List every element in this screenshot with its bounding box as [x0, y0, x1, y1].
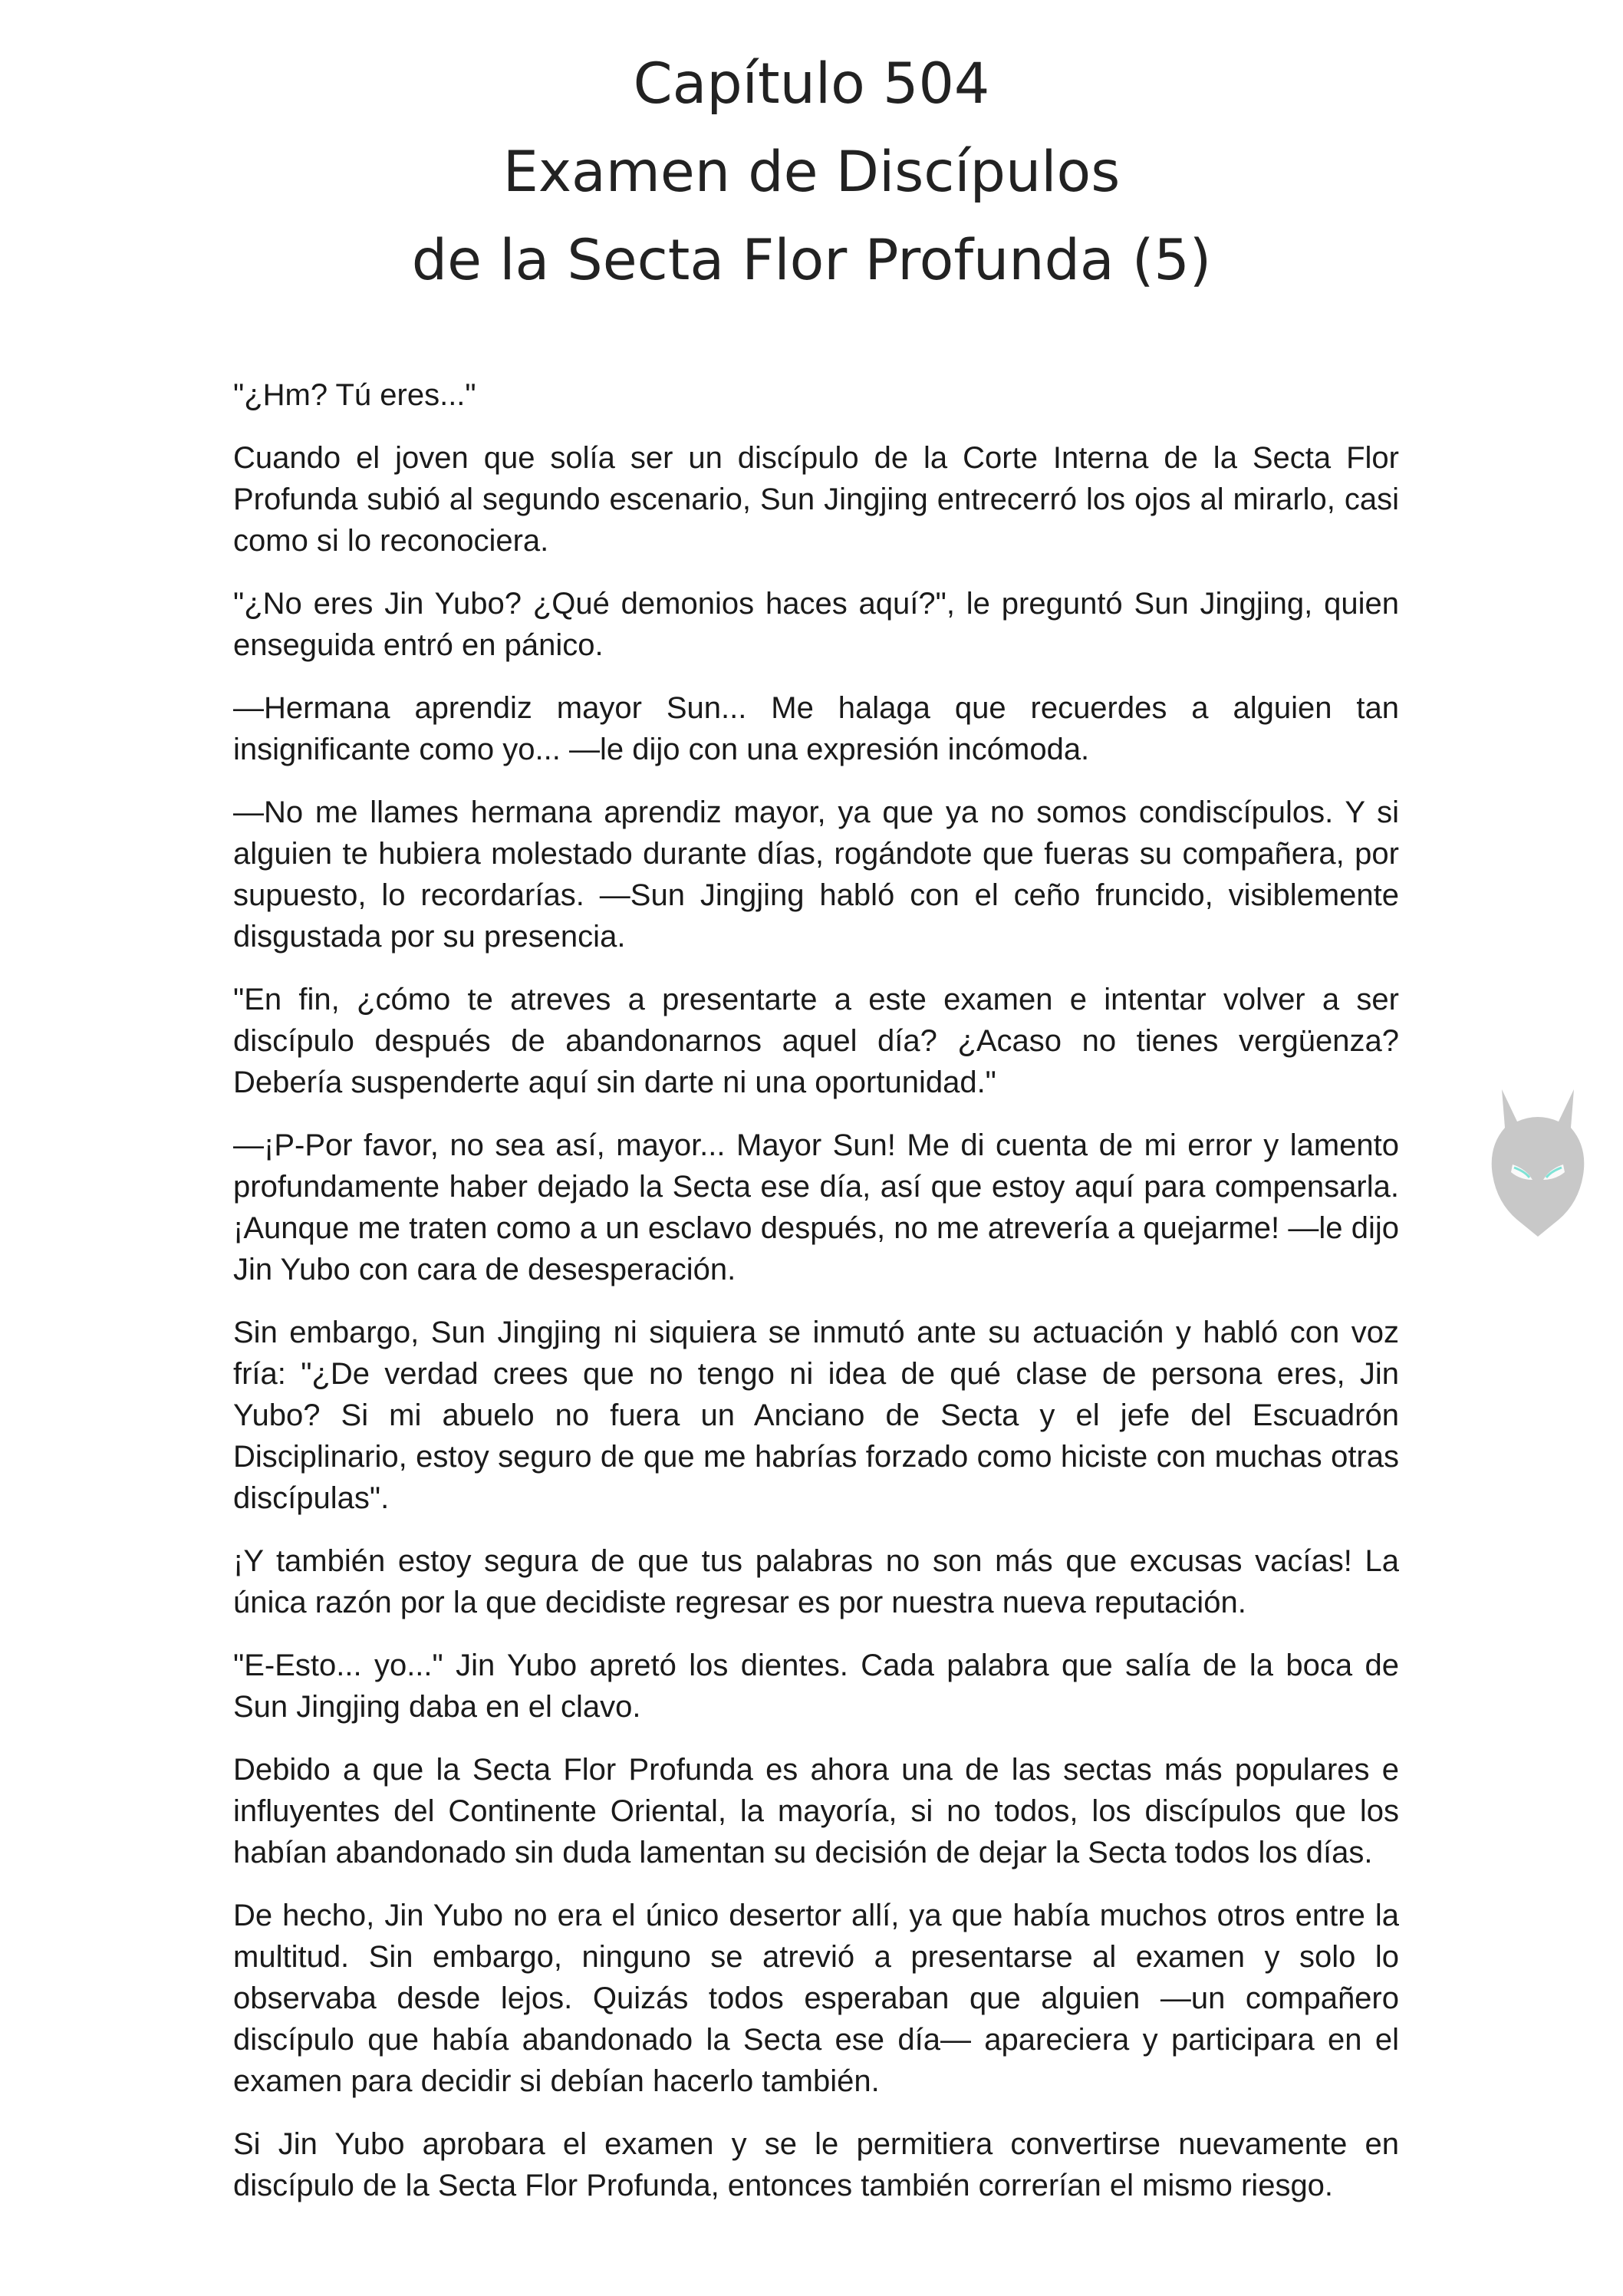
demon-head-icon: [1473, 1074, 1603, 1243]
paragraph: —¡P-Por favor, no sea así, mayor... Mayor Sun! Me di cuenta de mi error y lamento profundamente haber dejado la Secta ese día, así que estoy aquí para compensarla. ¡Aunque me traten como a un esclavo después, no me atrevería a quejarme! —le dijo Jin Yubo con cara de desesperación.: [233, 1128, 1399, 1286]
paragraph: —No me llames hermana aprendiz mayor, ya que ya no somos condiscípulos. Y si alguien te hubiera molestado durante días, rogándote que fueras su compañera, por supuesto, lo recordarías. —Sun Jingjing habló con el ceño fruncido, visiblemente disgustada por su presencia.: [233, 796, 1399, 954]
paragraph: Cuando el joven que solía ser un discípulo de la Corte Interna de la Secta Flor Profunda subió al segundo escenario, Sun Jingjing entrecerró los ojos al mirarlo, casi como si lo reconociera.: [233, 441, 1399, 558]
paragraph: "E-Esto... yo..." Jin Yubo apretó los dientes. Cada palabra que salía de la boca de Sun Jingjing daba en el clavo.: [233, 1649, 1399, 1724]
chapter-title-line-1: Examen de Discípulos: [502, 140, 1121, 205]
paragraph: De hecho, Jin Yubo no era el único desertor allí, ya que había muchos otros entre la multitud. Sin embargo, ninguno se atrevió a presentarse al examen y solo lo observaba desde lejos. Quizás todos esperaban que alguien —un compañero discípulo que había abandonado la Secta ese día— apareciera y participara en el examen para decidir si debían hacerlo también.: [233, 1899, 1399, 2098]
chapter-body: [233, 374, 1399, 2228]
paragraph: Sin embargo, Sun Jingjing ni siquiera se inmutó ante su actuación y habló con voz fría: "¿De verdad crees que no tengo ni idea de qué clase de persona eres, Jin Yubo? Si mi abuelo no fuera un Anciano de Secta y el jefe del Escuadrón Disciplinario, estoy seguro de que me habrías forzado como hiciste con muchas otras discípulas".: [233, 1316, 1399, 1515]
paragraph: "En fin, ¿cómo te atreves a presentarte a este examen e intentar volver a ser discípulo después de abandonarnos aquel día? ¿Acaso no tienes vergüenza? Debería suspenderte aquí sin darte ni una oportunidad.": [233, 983, 1399, 1099]
chapter-title: [0, 40, 1623, 305]
demon-head-watermark: [1473, 1074, 1603, 1243]
paragraph: —Hermana aprendiz mayor Sun... Me halaga que recuerdes a alguien tan insignificante como yo... —le dijo con una expresión incómoda.: [233, 691, 1399, 766]
paragraph: Debido a que la Secta Flor Profunda es ahora una de las sectas más populares e influyentes del Continente Oriental, la mayoría, si no todos, los discípulos que los habían abandonado sin duda lamentan su decisión de dejar la Secta todos los días.: [233, 1753, 1399, 1869]
chapter-title-line-2: de la Secta Flor Profunda (5): [411, 228, 1212, 293]
paragraph: "¿Hm? Tú eres...": [233, 378, 476, 412]
paragraph: Si Jin Yubo aprobara el examen y se le permitiera convertirse nuevamente en discípulo de la Secta Flor Profunda, entonces también correrían el mismo riesgo.: [233, 2127, 1399, 2202]
paragraph: "¿No eres Jin Yubo? ¿Qué demonios haces aquí?", le preguntó Sun Jingjing, quien enseguida entró en pánico.: [233, 587, 1399, 662]
paragraph: ¡Y también estoy segura de que tus palabras no son más que excusas vacías! La única razón por la que decidiste regresar es por nuestra nueva reputación.: [233, 1544, 1399, 1619]
chapter-number: Capítulo 504: [633, 51, 990, 117]
